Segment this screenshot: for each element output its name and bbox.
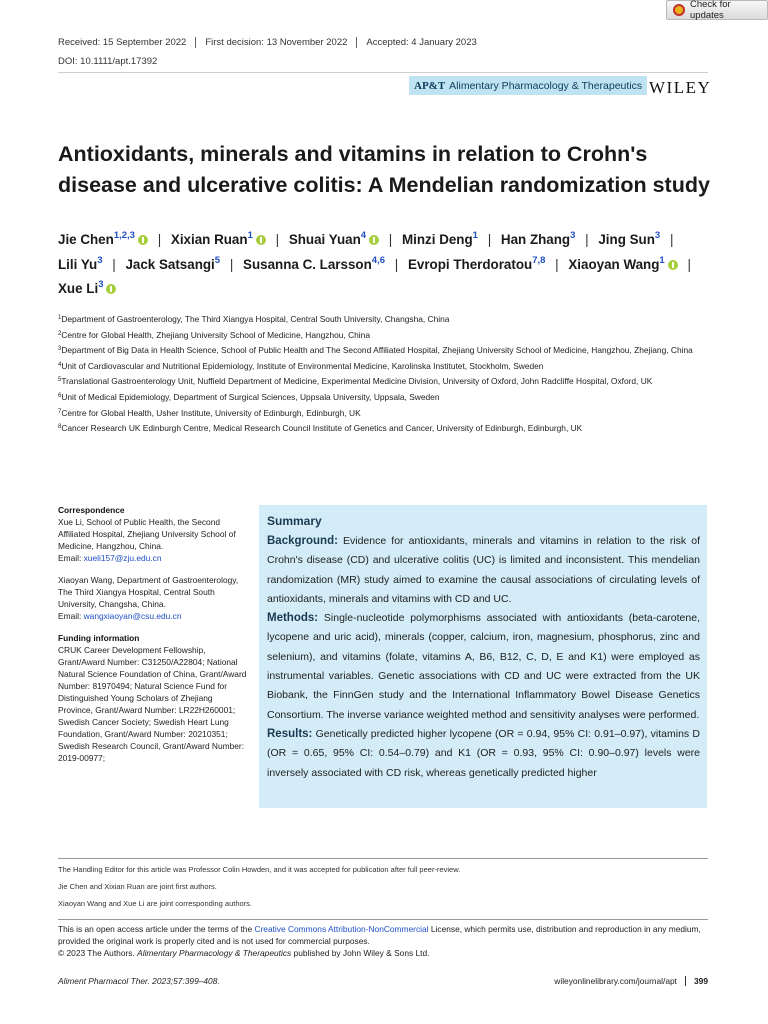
background-label: Background:: [267, 535, 338, 547]
first-decision-date: First decision: 13 November 2022: [205, 37, 357, 48]
author-name: Susanna C. Larsson: [243, 256, 372, 272]
contact-address: Xue Li, School of Public Health, the Second Affiliated Hospital, Zhejiang University School of Medicine, Hangzhou, China.: [58, 517, 236, 551]
author-affiliation-ref[interactable]: 4,6: [371, 254, 385, 266]
affiliation-item: [58, 407, 718, 419]
author-affiliation-ref[interactable]: 3: [98, 279, 104, 290]
author-separator: |: [555, 256, 559, 272]
affiliation-item: [58, 375, 718, 387]
author[interactable]: [171, 232, 266, 247]
affiliation-number: 3: [58, 346, 62, 353]
article-title: [58, 139, 738, 201]
results-text: Genetically predicted higher lycopene (OR = 0.94, 95% CI: 0.91–0.97), vitamins D (OR = 0.65, 95% CI: 0.54–0.79) and K1 (OR = 0.93, 95% CI: 0.90–0.97) levels were inversely associated with CD risk, whereas genetically predicted higher: [267, 727, 701, 779]
correspondence-section: [58, 504, 248, 622]
author-name: Xue Li: [58, 281, 99, 296]
page-number: 399: [685, 976, 708, 986]
affiliation-text: Unit of Cardiovascular and Nutritional Epidemiology, Institute of Environmental Medicine, Karolinska Institutet, Stockholm, Sweden: [61, 360, 544, 371]
license-divider: [58, 919, 708, 920]
copyright-journal: Alimentary Pharmacology & Therapeutics: [137, 948, 292, 958]
author-name: Jing Sun: [598, 232, 655, 247]
affiliation-number: 2: [58, 330, 62, 337]
footer-right: [554, 976, 708, 986]
correspondence-heading: Correspondence: [58, 505, 125, 515]
author[interactable]: [289, 232, 379, 247]
orcid-icon[interactable]: [256, 235, 266, 245]
affiliation-number: 1: [58, 315, 62, 321]
author-affiliation-ref[interactable]: 3: [654, 230, 661, 241]
affiliation-list: [58, 313, 718, 438]
author-separator: |: [157, 232, 162, 247]
correspondence-contact: [58, 516, 248, 564]
author-separator: |: [585, 232, 589, 247]
author[interactable]: [407, 254, 546, 272]
summary-background: [267, 532, 700, 609]
email-label: Email:: [58, 611, 84, 621]
author-affiliation-ref[interactable]: 1: [659, 254, 665, 266]
cc-license-link[interactable]: Creative Commons Attribution-NonCommercial: [254, 924, 429, 934]
email-link[interactable]: wangxiaoyan@csu.edu.cn: [83, 611, 182, 621]
publisher-logo: WILEY: [649, 78, 712, 97]
author-name: Evropi Therdoratou: [407, 256, 533, 272]
article-notes: [58, 865, 708, 916]
background-text: Evidence for antioxidants, minerals and vitamins in relation to the risk of Crohn's disease (CD) and ulcerative colitis (UC) is limited and inconsistent. This mendelian randomization (MR) study aimed to examine the causal associations of circulating levels of antioxidants, minerals and vitamins with CD and UC.: [267, 535, 700, 605]
joint-first-note: Jie Chen and Xixian Ruan are joint first authors.: [58, 882, 217, 891]
author-separator: |: [275, 232, 280, 247]
email-label: Email:: [58, 553, 84, 563]
header-divider: [58, 72, 708, 73]
affiliation-number: 7: [58, 408, 62, 415]
license-pre: This is an open access article under the terms of the: [58, 924, 255, 934]
author[interactable]: [243, 254, 385, 272]
orcid-icon[interactable]: [138, 235, 148, 245]
affiliation-item: [58, 360, 718, 372]
doi[interactable]: DOI: 10.1111/apt.17392: [58, 56, 158, 67]
journal-url[interactable]: wileyonlinelibrary.com/journal/apt: [554, 976, 678, 986]
affiliation-text: Department of Big Data in Health Science, School of Public Health and The Second Affiliated Hospital, Zhejiang University School of Medicine, Hangzhou, Zhejiang, China: [61, 345, 693, 356]
author[interactable]: [402, 232, 478, 247]
author-affiliation-ref[interactable]: 3: [97, 254, 103, 266]
author-affiliation-ref[interactable]: 7,8: [532, 254, 546, 266]
journal-badge: [409, 76, 647, 95]
author[interactable]: [58, 232, 148, 247]
author-affiliation-ref[interactable]: 5: [214, 254, 221, 266]
summary-methods: [267, 609, 700, 725]
joint-corresponding-note: Xiaoyan Wang and Xue Li are joint corresponding authors.: [58, 899, 253, 908]
affiliation-text: Translational Gastroenterology Unit, Nuffield Department of Medicine, Experimental Medicine Division, University of Oxford, John Radcliffe Hospital, Oxford, UK: [61, 376, 653, 387]
journal-citation: Aliment Pharmacol Ther. 2023;57:399–408.: [58, 976, 220, 986]
contact-address: Xiaoyan Wang, Department of Gastroenterology, The Third Xiangya Hospital, Central South University, Changsha, China.: [58, 575, 239, 609]
affiliation-item: [58, 313, 718, 325]
notes-divider: [58, 858, 708, 859]
received-date: Received: 15 September 2022: [58, 37, 196, 48]
affiliation-text: Unit of Medical Epidemiology, Department of Surgical Sciences, Uppsala University, Uppsala, Sweden: [61, 391, 440, 402]
copyright-post: published by John Wiley & Sons Ltd.: [291, 948, 430, 958]
affiliation-text: Centre for Global Health, Usher Institute, University of Edinburgh, Edinburgh, UK: [61, 407, 361, 418]
article-sidebar: [58, 504, 248, 764]
affiliation-number: 5: [58, 377, 62, 384]
author[interactable]: [568, 254, 677, 272]
author-separator: |: [669, 232, 674, 247]
summary-heading: Summary: [267, 514, 322, 528]
author-name: Minzi Deng: [402, 232, 473, 247]
article-dates: [58, 37, 477, 48]
accepted-date: Accepted: 4 January 2023: [366, 37, 477, 48]
orcid-icon[interactable]: [369, 235, 379, 245]
author[interactable]: [598, 232, 660, 247]
check-for-updates-button[interactable]: [666, 0, 768, 20]
author-affiliation-ref[interactable]: 1: [472, 230, 478, 241]
author-separator: |: [487, 232, 492, 247]
author-name: Lili Yu: [58, 256, 98, 272]
journal-name: Alimentary Pharmacology & Therapeutics: [449, 79, 643, 92]
results-label: Results:: [267, 727, 313, 740]
author[interactable]: [501, 232, 575, 247]
author-separator: |: [229, 256, 234, 272]
methods-label: Methods:: [267, 612, 319, 625]
methods-text: Single-nucleotide polymorphisms associated with antioxidants (beta-carotene, lycopene and uric acid), minerals (copper, calcium, iron, magnesium, phosphorus, zinc and selenium), and vitamins (folate, vitamins A, B6, B12, C, D, E and K1) were employed as instrumental variables. Genetic associations with CD and UC were extracted from the UK Biobank, the FinnGen study and the International Inflammatory Bowel Disease Genetics Consortium. The inverse variance weighted method and sensitivity analyses were performed.: [267, 612, 700, 721]
affiliation-text: Cancer Research UK Edinburgh Centre, Medical Research Council Institute of Genetics and Cancer, University of Edinburgh, Edinburgh, UK: [61, 423, 583, 434]
funding-text: CRUK Career Development Fellowship, Grant/Award Number: C31250/A22804; National Natural Science Foundation of China, Grant/Award Number: 81970494; Natural Science Fund for Distinguished Young Scholars of Zhejiang Province, Grant/Award Number: LR22H260001; Swedish Cancer Society; Swedish Heart Lung Foundation, Grant/Award Number: 20210351; Swedish Research Council, Grant/Award Number: 2019-00977;: [58, 645, 247, 763]
author-name: Shuai Yuan: [288, 232, 361, 247]
affiliation-item: [58, 329, 718, 341]
author[interactable]: [58, 281, 116, 296]
affiliation-text: Centre for Global Health, Zhejiang University School of Medicine, Hangzhou, China: [61, 329, 370, 340]
affiliation-text: Department of Gastroenterology, The Third Xiangya Hospital, Central South University, Changsha, China: [61, 314, 450, 324]
author-name: Jie Chen: [58, 232, 114, 247]
author-name: Han Zhang: [500, 232, 571, 247]
affiliation-item: [58, 344, 718, 356]
author-name: Xiaoyan Wang: [568, 256, 660, 272]
title-line: disease and ulcerative colitis: A Mendelian randomization study: [58, 173, 710, 197]
author[interactable]: [58, 254, 103, 272]
author-name: Xixian Ruan: [170, 232, 248, 247]
affiliation-item: [58, 391, 718, 403]
author-separator: |: [388, 232, 393, 247]
funding-heading: Funding information: [58, 633, 140, 643]
handling-editor-note: The Handling Editor for this article was Professor Colin Howden, and it was accepted for publication after full peer-review.: [58, 865, 461, 874]
license-text: [58, 923, 708, 959]
affiliation-number: 4: [58, 361, 62, 368]
license-post: License, which permits use, distribution and reproduction in any medium, provided the original work is properly cited and is not used for commercial purposes.: [58, 924, 701, 946]
email-link[interactable]: xueli157@zju.edu.cn: [83, 553, 162, 563]
author-affiliation-ref[interactable]: 4: [360, 230, 367, 241]
affiliation-number: 8: [58, 424, 62, 431]
correspondence-contact: [58, 574, 248, 622]
title-line: Antioxidants, minerals and vitamins in relation to Crohn's: [58, 142, 648, 166]
author-separator: |: [687, 256, 691, 272]
summary-box: [259, 505, 707, 808]
page-footer: [58, 976, 708, 986]
funding-section: [58, 632, 248, 764]
orcid-icon[interactable]: [668, 260, 678, 270]
author-affiliation-ref[interactable]: 1: [247, 230, 253, 241]
orcid-icon[interactable]: [106, 284, 116, 294]
author-separator: |: [394, 256, 399, 272]
author-separator: |: [112, 256, 116, 272]
copyright-pre: © 2023 The Authors.: [58, 948, 138, 958]
author-name: Jack Satsangi: [125, 256, 215, 272]
author-list: [58, 228, 718, 302]
author-affiliation-ref[interactable]: 3: [570, 230, 576, 241]
crossmark-icon: [673, 4, 685, 16]
check-for-updates-label: Check for updates: [690, 0, 731, 21]
author-affiliation-ref[interactable]: 1,2,3: [113, 230, 135, 241]
summary-results: [267, 725, 700, 783]
affiliation-item: [58, 422, 718, 434]
journal-abbrev: AP&T: [414, 79, 446, 92]
author[interactable]: [125, 254, 221, 272]
affiliation-number: 6: [58, 392, 62, 399]
